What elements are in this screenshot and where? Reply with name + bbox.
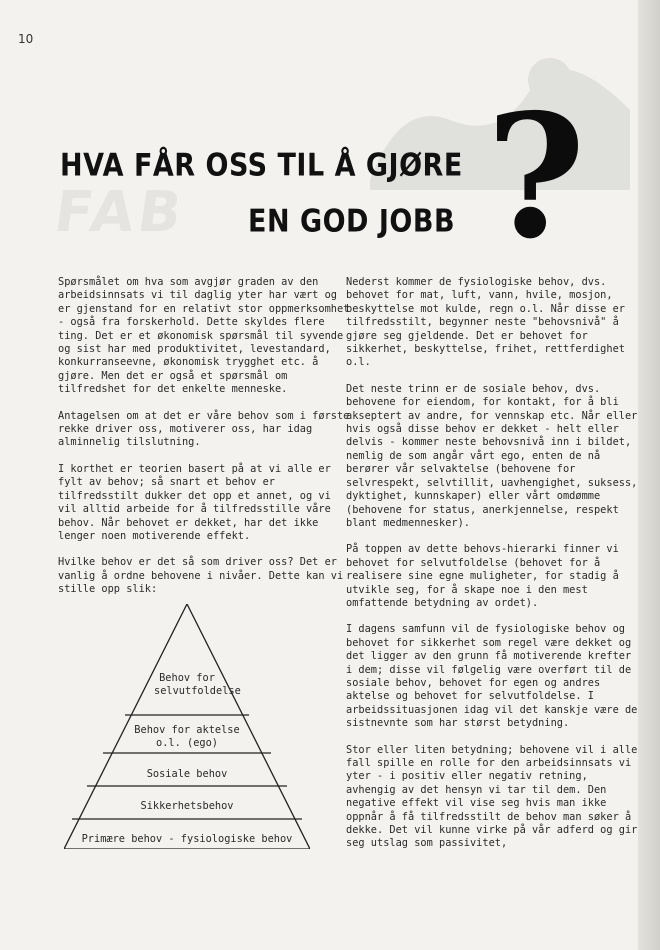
pyramid-level-self-actualization: Behov for selvutfoldelse	[154, 672, 241, 697]
paragraph: På toppen av dette behovs-hierarki finner vi behovet for selvutfoldelse (behovet for å realisere sine egne muligheter, for stadig å utvikle seg, for å skape noe i den mest omfattende betydning av ordet).	[346, 543, 619, 609]
right-text-column	[346, 276, 638, 864]
paragraph: Antagelsen om at det er våre behov som i første rekke driver oss, motiverer oss, har idag alminnelig tilslutning.	[58, 409, 350, 449]
paragraph: Det neste trinn er de sosiale behov, dvs. behovene for eiendom, for kontakt, for å bli akseptert av andre, for vennskap etc. Når eller hvis også disse behov er dekket - helt eller delvis - kommer neste behovsnivå inn i bildet, nemlig de som angår vårt ego, enten de nå berører vår selvaktelse (behovene for selvrespekt, selvtillit, uavhengighet, suksess, dyktighet, kunnskaper) eller vårt omdømme (behovene for status, anerkjennelse, respekt blant medmennesker).	[346, 382, 638, 529]
paragraph: Spørsmålet om hva som avgjør graden av den arbeidsinnsats vi til daglig yter har vært og er gjenstand for en relativt stor oppmerksomhet - også fra forskerhold. Dette skyldes flere ting. Det er et økonomisk spørsmål til syvende og sist har med produktivitet, levestandard, konkurranseevne, økonomisk trygghet etc. å gjøre. Men det er også et spørsmål om tilfredshet for det enkelte menneske.	[58, 276, 350, 396]
page-number: 10	[18, 32, 34, 46]
paragraph: Nederst kommer de fysiologiske behov, dvs. behovet for mat, luft, vann, hvile, mosjon, beskyttelse mot kulde, regn o.l. Når disse er tilfredsstilt, begynner neste "behovsnivå" å gjøre seg gjeldende. Det er behovet for sikkerhet, beskyttelse, frihet, rettferdighet o.l.	[346, 276, 625, 369]
paragraph: I korthet er teorien basert på at vi alle er fylt av behov; så snart et behov er tilfredsstilt dukker det opp et annet, og vi vil alltid arbeide for å tilfredsstille våre behov. Når behovet er dekket, har det ikke lenger noen motiverende effekt.	[58, 462, 331, 542]
pyramid-level-social: Sosiale behov	[146, 768, 228, 780]
page-title-line-2: EN GOD JOBB	[248, 203, 456, 240]
paragraph: Stor eller liten betydning; behovene vil i alle fall spille en rolle for den arbeidsinnsats vi yter - i positiv eller negativ retning, avhengig av det hensyn vi tar til dem. Den negative effekt vil vise seg hvis man ikke oppnår å få tilfredsstilt de behov man søker å dekke. Det vil kunne virke på vår adferd og gir seg utslag som passivitet,	[346, 743, 638, 850]
pyramid-level-safety: Sikkerhetsbehov	[140, 800, 234, 812]
background-ghost-lettering: FAB	[50, 180, 190, 245]
paragraph: I dagens samfunn vil de fysiologiske behov og behovet for sikkerhet som regel være dekket og det ligger av den grunn få motiverende krefter i dem; disse vil følgelig være overført til de sosiale behov, behovet for egen og andres aktelse og behovet for selvutfoldelse. I arbeidssituasjonen idag vil det kanskje være de sistnevnte som har størst betydning.	[346, 623, 638, 730]
pyramid-level-esteem: Behov for aktelse o.l. (ego)	[134, 724, 240, 749]
paragraph: Hvilke behov er det så som driver oss? Det er vanlig å ordne behovene i nivåer. Dette kan vi stille opp slik:	[58, 556, 344, 596]
needs-pyramid	[64, 604, 310, 849]
page-edge-shadow	[638, 0, 660, 950]
left-text-column	[58, 276, 350, 610]
pyramid-level-physiological: Primære behov - fysiologiske behov	[81, 833, 293, 845]
question-mark-graphic: ?	[486, 77, 586, 277]
page-title-line-1: HVA FÅR OSS TIL Å GJØRE	[60, 147, 463, 184]
